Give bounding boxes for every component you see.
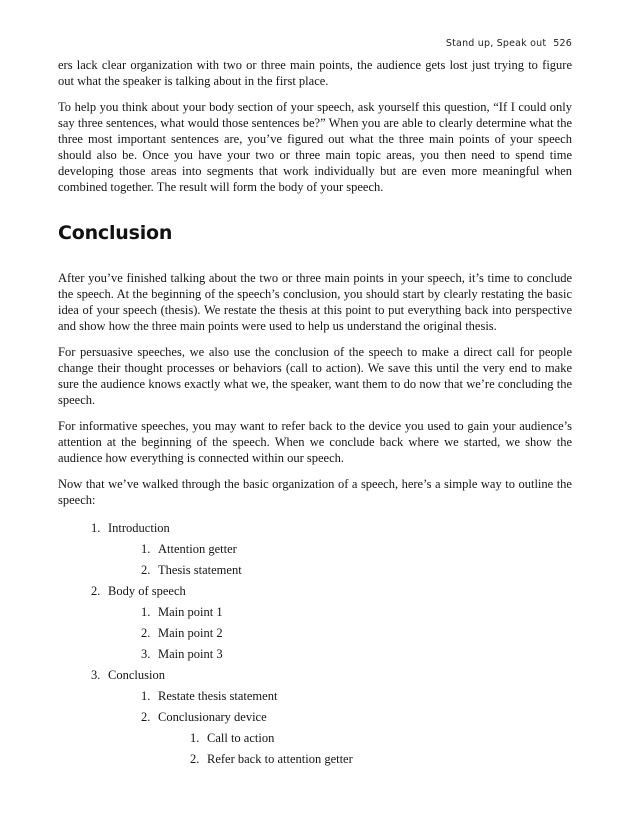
outline-number: 1.	[141, 689, 151, 703]
outline-number: 2.	[190, 752, 200, 766]
outline-label: Body of speech	[108, 584, 186, 598]
outline-subitem	[58, 602, 572, 623]
outline-number: 2.	[91, 584, 101, 598]
outline-item	[58, 581, 572, 665]
running-header	[446, 38, 572, 49]
outline-subitem	[58, 644, 572, 665]
paragraph-conclusion-informative: For informative speeches, you may want to refer back to the device you used to gain your audience’s attention at the beginning of the speech. When we conclude back where we started, we show the audience how everything is connected within our speech.	[58, 419, 572, 465]
outline-label: Main point 2	[158, 626, 223, 640]
outline-number: 3.	[141, 647, 151, 661]
outline-label: Thesis statement	[158, 563, 242, 577]
outline-sublist	[58, 602, 572, 665]
speech-outline-list	[58, 518, 572, 770]
page-number: 526	[553, 38, 572, 49]
outline-number: 1.	[141, 542, 151, 556]
outline-number: 2.	[141, 563, 151, 577]
outline-number: 2.	[141, 626, 151, 640]
outline-subitem	[58, 623, 572, 644]
outline-label: Conclusionary device	[158, 710, 267, 724]
paragraph-conclusion-restate: After you’ve finished talking about the two or three main points in your speech, it’s time to conclude the speech. At the beginning of the speech’s conclusion, you should start by clearly restating the basic idea of your speech (thesis). We restate the thesis at this point to put everything back into perspective and show how the three main points were used to help us understand the original thesis.	[58, 271, 572, 333]
outline-label: Refer back to attention getter	[207, 752, 353, 766]
outline-number: 2.	[141, 710, 151, 724]
section-heading-conclusion: Conclusion	[58, 222, 173, 244]
outline-subsubitem	[58, 749, 572, 770]
paragraph-outline-intro: Now that we’ve walked through the basic organization of a speech, here’s a simple way to outline the speech:	[58, 477, 572, 507]
outline-label: Restate thesis statement	[158, 689, 278, 703]
book-title: Stand up, Speak out	[445, 38, 547, 49]
outline-label: Call to action	[207, 731, 275, 745]
outline-item	[58, 665, 572, 770]
paragraph-conclusion-persuasive: For persuasive speeches, we also use the conclusion of the speech to make a direct call for people change their thought processes or behaviors (call to action). We save this until the very end to make sure the audience knows exactly what we, the speaker, want them to do now that we’re concluding the speech.	[58, 345, 572, 407]
outline-label: Introduction	[108, 521, 170, 535]
outline-number: 1.	[190, 731, 200, 745]
outline-sublist	[58, 539, 572, 581]
paragraph-body-section: To help you think about your body section of your speech, ask yourself this question, “If I could only say three sentences, what would those sentences be?” When you are able to clearly determine what the three most important sentences are, you’ve figured out what the three main points of your speech should also be. Once you have your two or three main topic areas, you then need to spend time developing those areas into segments that work individually but are even more meaningful when combined together. The result will form the body of your speech.	[58, 100, 572, 194]
outline-label: Conclusion	[108, 668, 165, 682]
outline-subitem	[58, 686, 572, 707]
outline-subsubitem	[58, 728, 572, 749]
outline-subitem	[58, 539, 572, 560]
paragraph-continued: ers lack clear organization with two or three main points, the audience gets lost just trying to figure out what the speaker is talking about in the first place.	[58, 58, 572, 88]
outline-sublist	[58, 686, 572, 770]
outline-item	[58, 518, 572, 581]
outline-label: Attention getter	[158, 542, 237, 556]
outline-subitem	[58, 560, 572, 581]
outline-number: 1.	[91, 521, 101, 535]
page-body	[58, 57, 572, 770]
outline-label: Main point 1	[158, 605, 223, 619]
outline-number: 3.	[91, 668, 101, 682]
outline-subsublist	[58, 728, 572, 770]
outline-number: 1.	[141, 605, 151, 619]
outline-subitem	[58, 707, 572, 770]
outline-label: Main point 3	[158, 647, 223, 661]
